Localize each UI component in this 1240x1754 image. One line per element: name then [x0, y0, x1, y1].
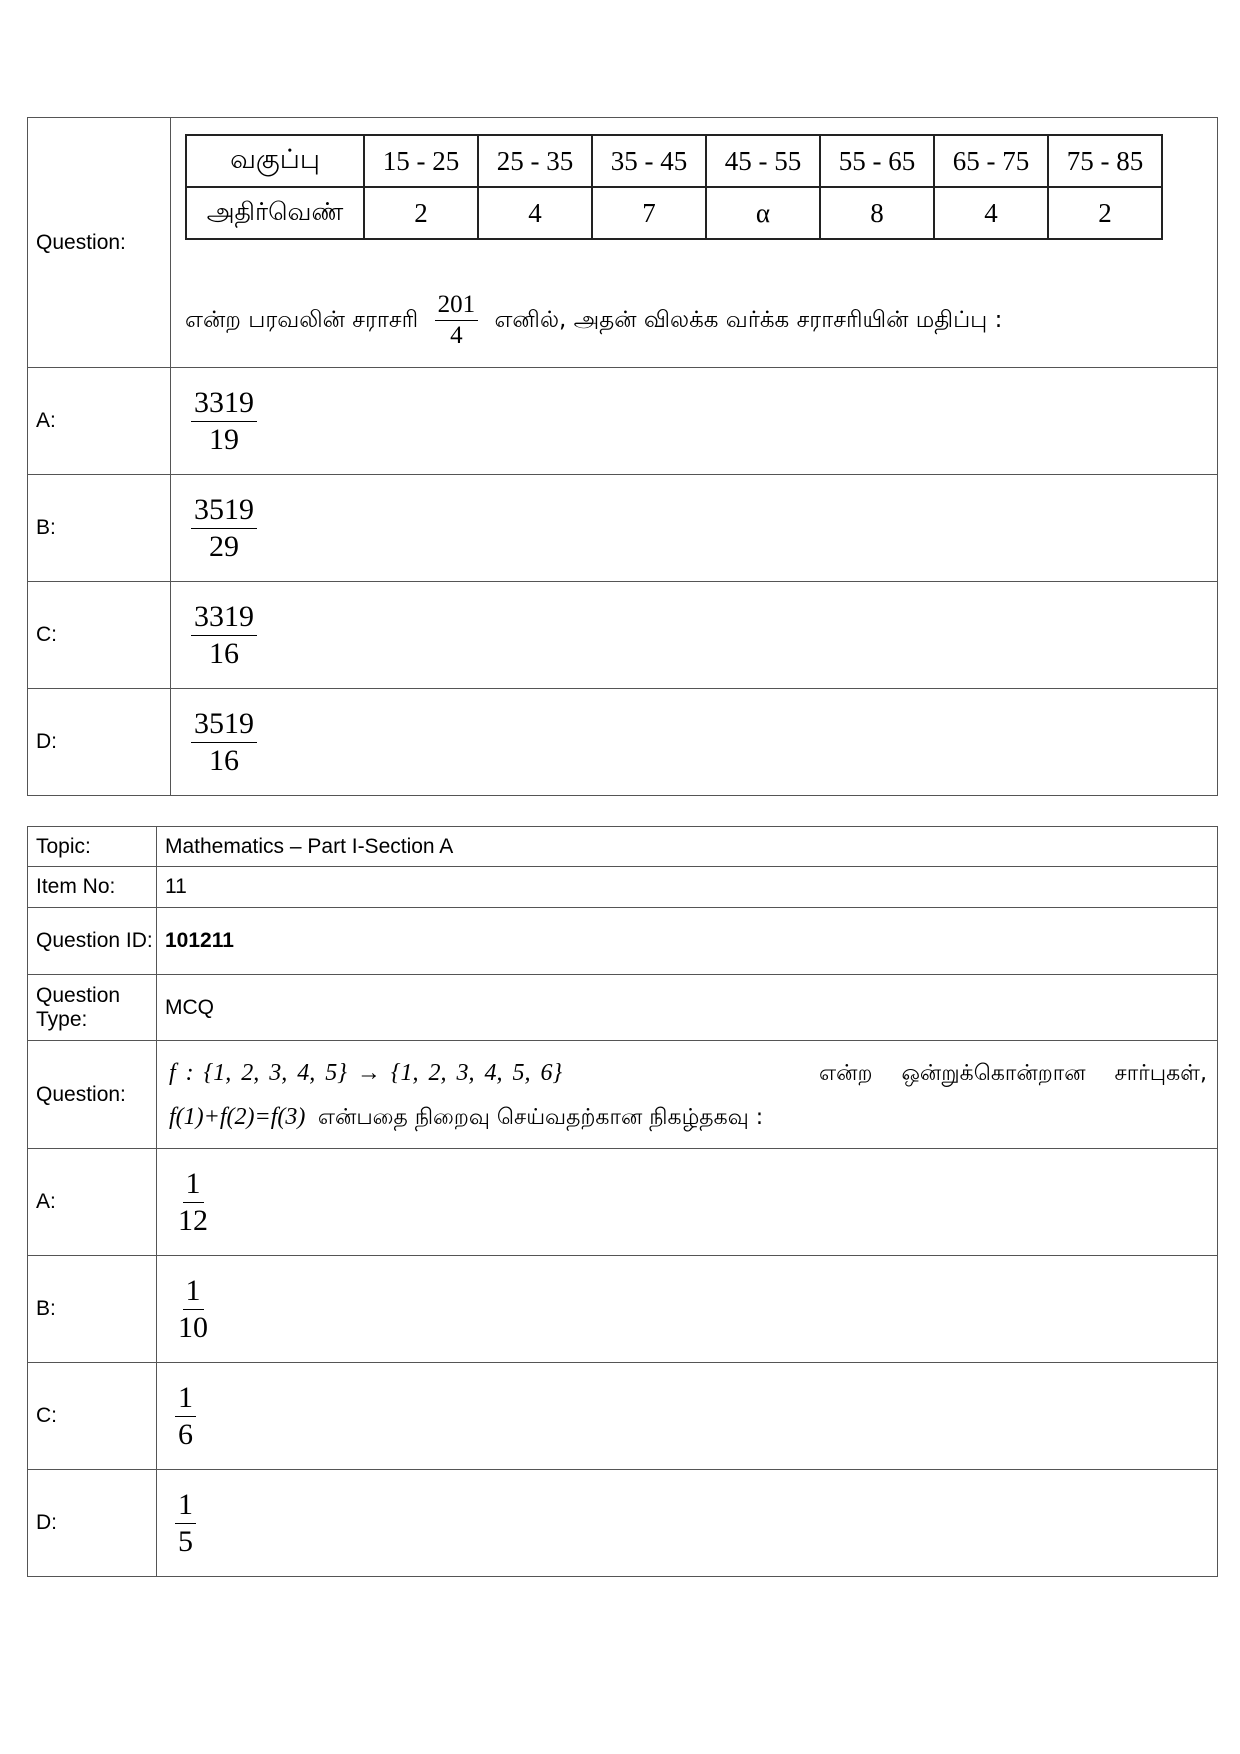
item-no-label: Item No:: [28, 867, 157, 908]
question-line-2: [169, 1097, 1217, 1140]
frequency-cell: α: [706, 187, 820, 239]
frequency-cell: 2: [364, 187, 478, 239]
option-b-numerator: 3519: [191, 494, 257, 529]
frequency-table: [185, 134, 1163, 240]
option-a-fraction: [191, 387, 257, 455]
option-d-numerator: 1: [175, 1489, 196, 1524]
option-a-fraction: [175, 1168, 211, 1236]
frequency-cell: 7: [592, 187, 706, 239]
frequency-cell: 2: [1048, 187, 1162, 239]
option-a-denominator: 12: [178, 1203, 208, 1237]
option-d-denominator: 5: [178, 1524, 193, 1558]
option-a-denominator: 19: [209, 422, 239, 456]
question-line-2-text: என்பதை நிறைவு செய்வதற்கான நிகழ்தகவு :: [317, 1104, 764, 1130]
question-label: Question:: [28, 118, 171, 368]
question-body: [171, 118, 1218, 368]
class-row: [186, 135, 1162, 187]
frequency-cell: 4: [934, 187, 1048, 239]
option-a: [157, 1149, 1218, 1256]
option-b-label: B:: [28, 1256, 157, 1363]
class-header: வகுப்பு: [186, 135, 364, 187]
item-no-value: 11: [157, 867, 1218, 908]
option-d-label: D:: [28, 689, 171, 796]
option-b-denominator: 10: [178, 1310, 208, 1344]
option-c-fraction: [175, 1382, 196, 1450]
mean-fraction: [435, 292, 479, 350]
option-a: [171, 368, 1218, 475]
option-d-denominator: 16: [209, 743, 239, 777]
option-d: [157, 1470, 1218, 1577]
class-cell: 35 - 45: [592, 135, 706, 187]
class-cell: 75 - 85: [1048, 135, 1162, 187]
question-text-before: என்ற பரவலின் சராசரி: [185, 306, 419, 333]
option-b: [157, 1256, 1218, 1363]
question-body: [157, 1041, 1218, 1149]
class-cell: 45 - 55: [706, 135, 820, 187]
frequency-header: அதிர்வெண்: [186, 187, 364, 239]
topic-label: Topic:: [28, 827, 157, 867]
frequency-cell: 4: [478, 187, 592, 239]
option-c-numerator: 1: [175, 1382, 196, 1417]
option-d-fraction: [191, 708, 257, 776]
option-c-label: C:: [28, 582, 171, 689]
topic-value: Mathematics – Part I-Section A: [157, 827, 1218, 867]
option-a-numerator: 3319: [191, 387, 257, 422]
option-a-label: A:: [28, 368, 171, 475]
option-b-denominator: 29: [209, 529, 239, 563]
option-c-numerator: 3319: [191, 601, 257, 636]
option-a-numerator: 1: [183, 1168, 204, 1203]
option-b-label: B:: [28, 475, 171, 582]
option-c: [171, 582, 1218, 689]
option-c-label: C:: [28, 1363, 157, 1470]
option-c-fraction: [191, 601, 257, 669]
option-c-denominator: 6: [178, 1417, 193, 1451]
frequency-row: [186, 187, 1162, 239]
question-line-1-text: என்ற ஒன்றுக்கொன்றான சார்புகள்,: [819, 1060, 1207, 1086]
option-b-fraction: [175, 1275, 211, 1343]
mean-numerator: 201: [435, 292, 479, 321]
question-label: Question:: [28, 1041, 157, 1149]
question-type-label: Question Type:: [28, 975, 157, 1041]
option-d: [171, 689, 1218, 796]
mapping-expression: f : {1, 2, 3, 4, 5} → {1, 2, 3, 4, 5, 6}: [169, 1059, 563, 1086]
class-cell: 55 - 65: [820, 135, 934, 187]
question-line-1: [169, 1050, 1217, 1097]
option-d-fraction: [175, 1489, 196, 1557]
question-table-1: [27, 117, 1218, 796]
option-b-numerator: 1: [183, 1275, 204, 1310]
option-d-numerator: 3519: [191, 708, 257, 743]
question-table-2: [27, 826, 1218, 1577]
question-id-label: Question ID:: [28, 908, 157, 975]
option-b-fraction: [191, 494, 257, 562]
question-type-value: MCQ: [157, 975, 1218, 1041]
class-cell: 65 - 75: [934, 135, 1048, 187]
question-text: [185, 292, 1002, 350]
condition-expression: f(1)+f(2)=f(3): [169, 1103, 306, 1130]
option-d-label: D:: [28, 1470, 157, 1577]
question-text-after: எனில், அதன் விலக்க வர்க்க சராசரியின் மதிப்பு :: [494, 306, 1003, 333]
option-b: [171, 475, 1218, 582]
question-id-value: 101211: [157, 908, 1218, 975]
mean-denominator: 4: [450, 322, 463, 350]
option-c: [157, 1363, 1218, 1470]
class-cell: 25 - 35: [478, 135, 592, 187]
frequency-cell: 8: [820, 187, 934, 239]
option-c-denominator: 16: [209, 636, 239, 670]
class-cell: 15 - 25: [364, 135, 478, 187]
option-a-label: A:: [28, 1149, 157, 1256]
